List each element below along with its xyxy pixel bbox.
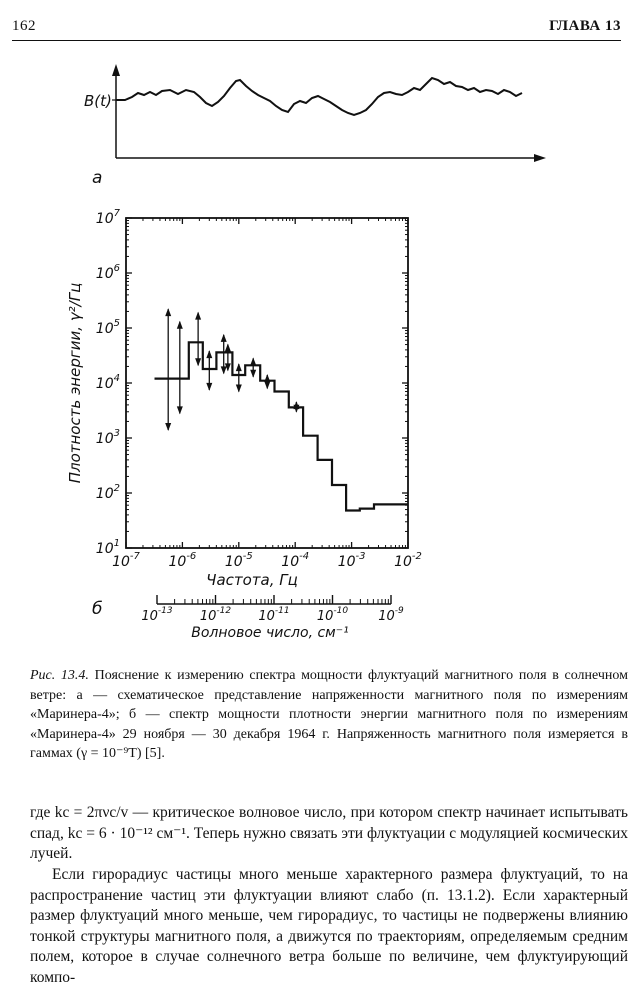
panel-b-label: б: [92, 599, 103, 619]
y-tick-label: $10^3$: [95, 428, 120, 447]
error-bar: [221, 334, 227, 374]
x-tick-label: $10^{-3}$: [337, 551, 366, 570]
panel-a-y-arrow: [112, 64, 120, 76]
b-field-trace: [116, 78, 522, 115]
error-bar: [206, 350, 212, 391]
error-bar-arrow-up: [264, 374, 270, 382]
error-bar: [250, 357, 256, 377]
y-tick-label: $10^1$: [95, 538, 120, 557]
y-tick-label: $10^6$: [95, 263, 120, 282]
chapter-title: ГЛАВА 13: [549, 18, 621, 34]
panel-a: [84, 64, 546, 188]
error-bar: [293, 401, 299, 413]
x-tick-label: $10^{-4}$: [281, 551, 310, 570]
error-bar: [177, 321, 183, 415]
figure-caption: [30, 666, 628, 764]
y-tick-label: $10^7$: [95, 208, 120, 227]
x-tick-label: $10^{-7}$: [112, 551, 140, 570]
panel-a-ylabel: B(t): [84, 92, 112, 110]
x-tick-label: $10^{-6}$: [168, 551, 197, 570]
error-bar-arrow-down: [250, 370, 256, 378]
caption-text: Пояснение к измерению спектра мощности флуктуаций магнитного поля в солнечном ветре: а — схематическое представление напряженности магнитного поля по измерениям «Маринера-4»; б — спектр мощности плотности энергии магнитного поля по измерениям «Маринера-4» 29 ноября — 30 декабря 1964 г. Напряженность магнитного поля измеряется в гаммах (γ = 10⁻⁹T) [5].: [30, 668, 629, 761]
k-tick-label: $10^{-10}$: [316, 606, 349, 624]
error-bar-arrow-down: [177, 406, 183, 414]
error-bar: [195, 312, 201, 367]
panel-b-xlabel: Частота, Гц: [206, 571, 298, 589]
error-bar-arrow-down: [264, 381, 270, 389]
x-tick-label: $10^{-5}$: [224, 551, 253, 570]
page-number: 162: [12, 18, 36, 34]
error-bar: [264, 374, 270, 389]
body-paragraph-1: где kс = 2πνс/v — критическое волновое число, при котором спектр начинает испытывать спад, kс = 6 · 10⁻¹² см⁻¹. Теперь нужно связать эти флуктуации с модуляцией космических лучей.: [30, 804, 628, 862]
error-bar: [165, 308, 171, 431]
panel-b: [66, 208, 422, 641]
error-bar-arrow-up: [221, 334, 227, 342]
error-bar-arrow-up: [236, 363, 242, 371]
error-bar-arrow-up: [165, 308, 171, 316]
error-bar-arrow-down: [165, 423, 171, 431]
caption-label: Рис. 13.4.: [30, 668, 89, 683]
panel-a-label: a: [92, 168, 103, 188]
y-tick-label: $10^2$: [95, 483, 120, 502]
wavenumber-label: Волновое число, см⁻¹: [191, 625, 349, 641]
k-tick-label: $10^{-13}$: [141, 606, 173, 624]
x-tick-label: $10^{-2}$: [394, 551, 422, 570]
error-bar-arrow-up: [250, 357, 256, 365]
spectrum-step-line: [155, 342, 409, 510]
error-bar-arrow-down: [195, 358, 201, 366]
error-bar-arrow-down: [236, 385, 242, 393]
body-paragraph-2: Если гирорадиус частицы много меньше характерного размера флуктуаций, то на распространение частиц эти флуктуации влияют слабо (п. 13.1.2). Если характерный размер флуктуаций много меньше, чем гирорадиус, то частицы не подвержены влиянию тонкой структуры магнитного поля, а движутся по траекториям, определяемым средним полем, которое в случае солнечного ветра больше по величине, чем флуктуирующий компо-: [30, 866, 628, 986]
k-tick-label: $10^{-11}$: [258, 606, 290, 624]
k-tick-label: $10^{-9}$: [378, 606, 404, 624]
x-ticks: [112, 218, 422, 570]
error-bar-arrow-down: [221, 366, 227, 374]
error-bar: [236, 363, 242, 392]
error-bar-arrow-up: [177, 321, 183, 329]
y-tick-label: $10^4$: [95, 373, 120, 392]
error-bar-arrow-down: [206, 383, 212, 391]
panel-b-ylabel: Плотность энергии, γ²/Гц: [66, 282, 84, 484]
y-ticks: [96, 208, 408, 557]
panel-a-x-arrow: [534, 154, 546, 162]
error-bar-arrow-up: [206, 350, 212, 358]
k-tick-label: $10^{-12}$: [199, 606, 232, 624]
error-bar-arrow-up: [225, 344, 231, 352]
wavenumber-ticks: [141, 595, 404, 624]
y-tick-label: $10^5$: [95, 318, 120, 337]
error-bar-arrow-up: [195, 312, 201, 320]
